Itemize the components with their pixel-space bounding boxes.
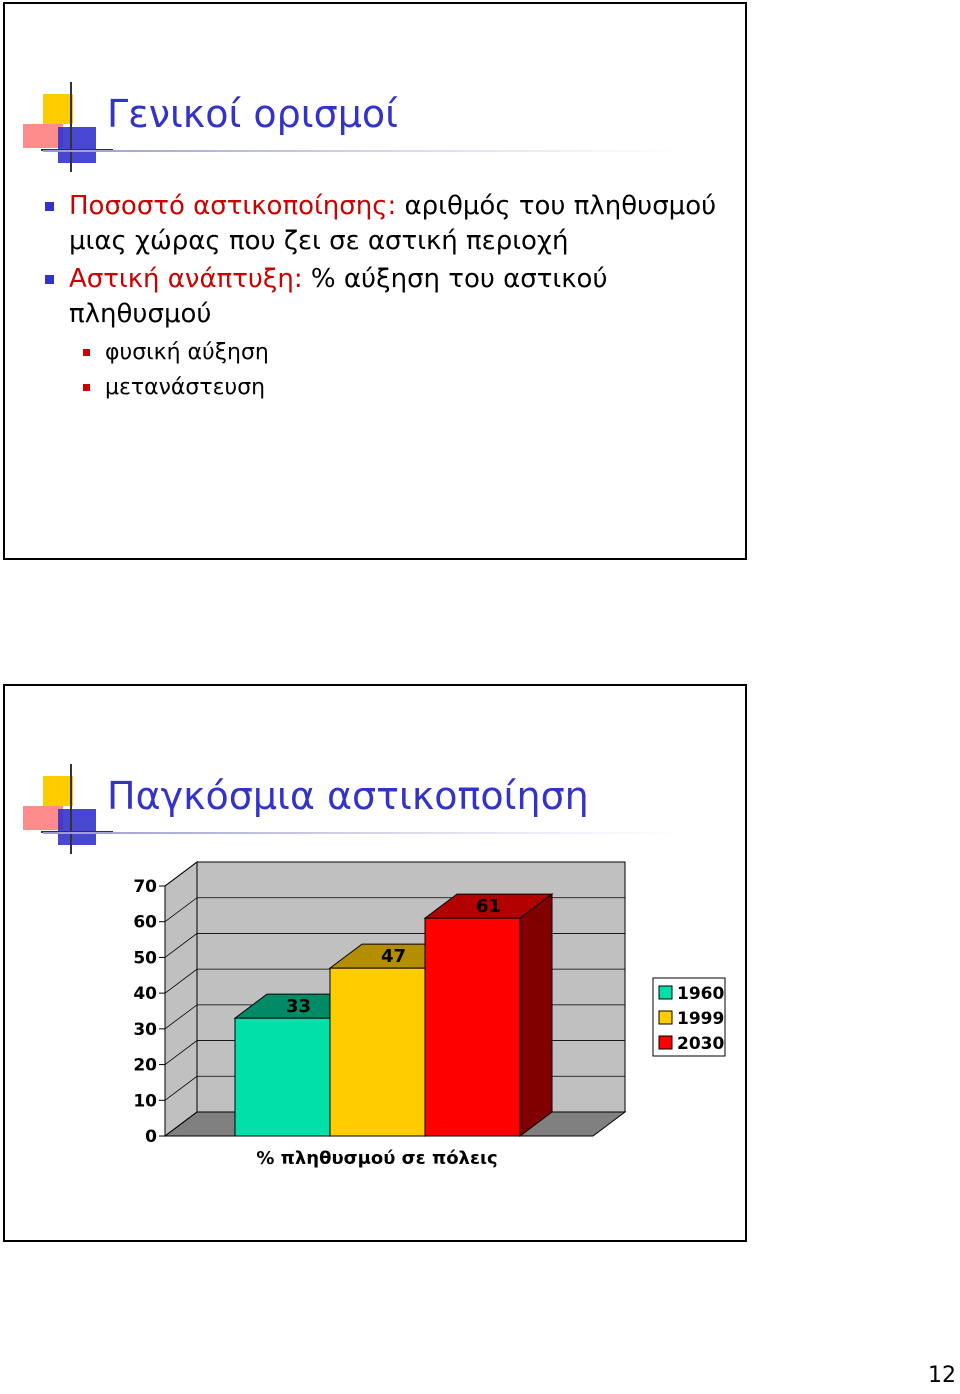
y-tick-label: 0 [145, 1127, 157, 1147]
slide-title: Γενικοί ορισμοί [107, 92, 398, 136]
y-tick-label: 20 [133, 1055, 157, 1076]
bar-1999 [330, 968, 425, 1136]
y-tick-label: 50 [133, 948, 157, 969]
sub-bullet-migration [43, 370, 733, 405]
bar-value-label: 61 [475, 896, 502, 918]
bullet-text: αριθμός του πληθυσμού μιας χώρας που ζει σε αστική περιοχή [69, 191, 717, 256]
slide-title: Παγκόσμια αστικοποίηση [107, 774, 589, 818]
bullet-urban-growth [43, 262, 733, 332]
y-tick-label: 70 [133, 877, 157, 897]
legend-swatch-2030 [659, 1036, 672, 1049]
y-tick-label: 40 [133, 984, 157, 1005]
slide-logo-icon [13, 82, 113, 172]
legend-swatch-1960 [659, 986, 672, 999]
urbanization-bar-chart [5, 686, 745, 1240]
square-bullet-icon [45, 275, 54, 284]
sub-bullet-text: φυσική αύξηση [105, 340, 269, 365]
y-tick-label: 30 [133, 1019, 157, 1040]
chart-side-wall [165, 862, 197, 1136]
square-bullet-icon [83, 384, 90, 391]
sub-bullet-text: μετανάστευση [105, 375, 266, 400]
y-tick-label: 10 [133, 1091, 157, 1112]
title-underline [43, 150, 683, 152]
legend-label: 2030 [677, 1034, 725, 1054]
bullet-list [43, 189, 733, 405]
sub-bullet-natural-growth [43, 335, 733, 370]
bullet-urbanization-rate [43, 189, 733, 259]
bullet-term: Ποσοστό αστικοποίησης: [69, 191, 397, 221]
slide-general-definitions [3, 2, 747, 560]
bar-2030 [425, 918, 520, 1136]
bar-value-label: 33 [285, 996, 312, 1018]
legend-label: 1960 [677, 984, 725, 1004]
bullet-text: % αύξηση του αστικού πληθυσμού [69, 264, 608, 329]
bar-side [520, 894, 552, 1136]
page-number: 12 [928, 1363, 956, 1388]
legend-swatch-1999 [659, 1011, 672, 1024]
bar-value-label: 47 [380, 946, 407, 968]
slide-global-urbanization [3, 684, 747, 1242]
bar-1960 [235, 1018, 330, 1136]
y-tick-label: 60 [133, 912, 157, 933]
legend-label: 1999 [677, 1009, 725, 1029]
square-bullet-icon [45, 202, 54, 211]
x-axis-label: % πληθυσμού σε πόλεις [256, 1148, 498, 1169]
square-bullet-icon [83, 349, 90, 356]
bullet-term: Αστική ανάπτυξη: [69, 264, 303, 294]
